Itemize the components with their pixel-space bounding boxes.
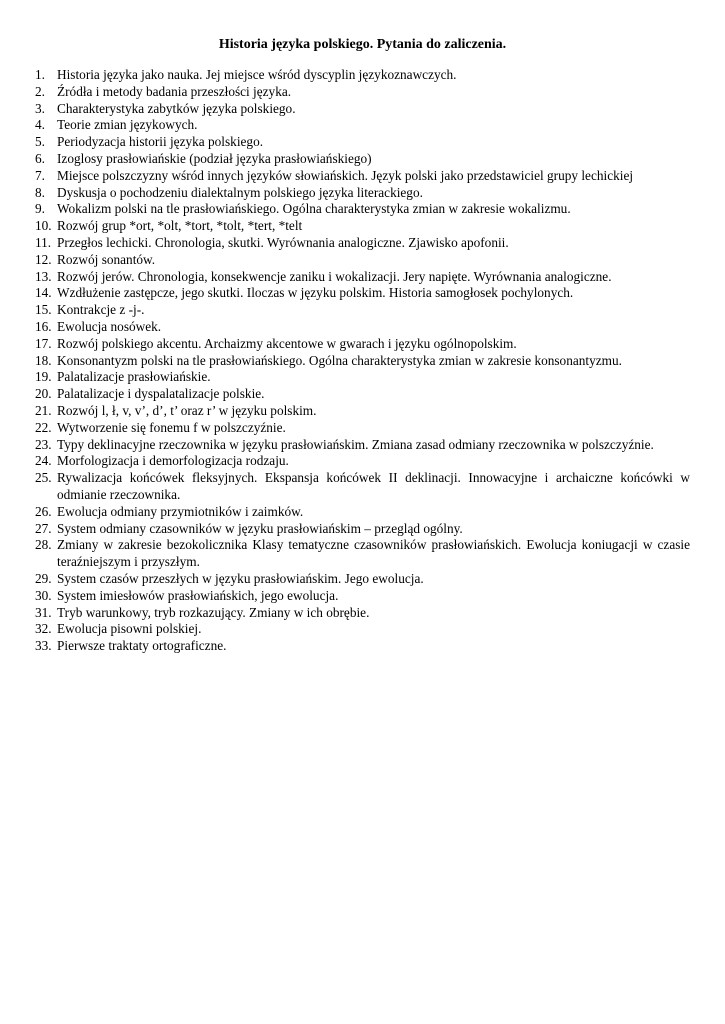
list-item-number: 7. [35,167,45,183]
list-item-text: Rozwój l, ł, v, v’, d’, t’ oraz r’ w języku polskim. [57,402,317,418]
list-item-number: 30. [35,587,52,603]
list-item-text: System imiesłowów prasłowiańskich, jego ewolucja. [57,587,339,603]
list-item-text: Typy deklinacyjne rzeczownika w języku prasłowiańskim. Zmiana zasad odmiany rzeczownika w polszczyźnie. [57,436,654,452]
list-item-text: Rozwój sonantów. [57,251,156,267]
list-item-number: 17. [35,335,52,351]
list-item [35,638,690,655]
list-item [35,521,690,538]
list-item-text: Wokalizm polski na tle prasłowiańskiego. Ogólna charakterystyka zmian w zakresie wokalizmu. [57,201,571,217]
list-item-number: 21. [35,402,52,418]
list-item [35,168,690,185]
list-item [35,537,690,571]
list-item-number: 29. [35,570,52,586]
list-item-number: 32. [35,621,52,637]
list-item-number: 1. [35,67,45,82]
list-item-text: Palatalizacje prasłowiańskie. [57,369,211,385]
list-item-text: Historia języka jako nauka. Jej miejsce wśród dyscyplin językoznawczych. [57,67,457,82]
list-item [35,621,690,638]
list-item-text: Kontrakcje z -j-. [57,302,145,318]
list-item [35,285,690,302]
list-item [35,369,690,386]
list-item [35,336,690,353]
list-item [35,201,690,218]
list-item [35,185,690,202]
list-item [35,218,690,235]
list-item-number: 2. [35,83,45,99]
question-list [35,67,690,655]
list-item-number: 6. [35,150,45,166]
list-item [35,269,690,286]
list-item-text: Morfologizacja i demorfologizacja rodzaju. [57,453,289,469]
list-item [35,605,690,622]
list-item [35,353,690,370]
list-item-number: 13. [35,268,52,284]
list-item [35,117,690,134]
list-item-text: Ewolucja nosówek. [57,318,162,334]
list-item [35,252,690,269]
list-item-number: 28. [35,537,52,553]
list-item-text: Rozwój jerów. Chronologia, konsekwencje zaniku i wokalizacji. Jery napięte. Wyrównania analogiczne. [57,268,612,284]
list-item-number: 11. [35,234,52,250]
list-item-number: 4. [35,117,45,133]
list-item [35,453,690,470]
list-item-number: 33. [35,638,52,654]
list-item-text: System odmiany czasowników w języku prasłowiańskim – przegląd ogólny. [57,520,463,536]
list-item [35,151,690,168]
list-item-number: 25. [35,470,52,486]
list-item [35,302,690,319]
list-item-number: 31. [35,604,52,620]
list-item [35,235,690,252]
list-item-number: 18. [35,352,52,368]
list-item [35,470,690,504]
list-item-number: 16. [35,318,52,334]
list-item-number: 3. [35,100,45,116]
list-item-text: Wytworzenie się fonemu f w polszczyźnie. [57,419,286,435]
list-item-text: Ewolucja pisowni polskiej. [57,621,202,637]
list-item-text: Rozwój grup *ort, *olt, *tort, *tolt, *tert, *telt [57,218,303,234]
list-item [35,420,690,437]
list-item [35,386,690,403]
list-item-text: Izoglosy prasłowiańskie (podział języka prasłowiańskiego) [57,150,372,166]
list-item-number: 8. [35,184,45,200]
list-item-number: 12. [35,251,52,267]
list-item-text: Palatalizacje i dyspalatalizacje polskie. [57,386,265,402]
list-item [35,588,690,605]
list-item-text: Tryb warunkowy, tryb rozkazujący. Zmiany w ich obrębie. [57,604,370,620]
list-item-text: Rozwój polskiego akcentu. Archaizmy akcentowe w gwarach i języku ogólnopolskim. [57,335,517,351]
list-item [35,101,690,118]
list-item-text: Rywalizacja końcówek fleksyjnych. Ekspansja końcówek II deklinacji. Innowacyjne i archaiczne końcówki w odmianie rzeczownika. [57,470,690,502]
list-item-number: 23. [35,436,52,452]
list-item-number: 14. [35,285,52,301]
list-item-text: Teorie zmian językowych. [57,117,198,133]
list-item [35,504,690,521]
list-item-text: System czasów przeszłych w języku prasłowiańskim. Jego ewolucja. [57,570,424,586]
list-item-number: 22. [35,419,52,435]
list-item [35,134,690,151]
list-item [35,67,690,84]
page-title: Historia języka polskiego. Pytania do zaliczenia. [218,37,507,52]
list-item-number: 10. [35,218,52,234]
list-item-text: Ewolucja odmiany przymiotników i zaimków. [57,503,304,519]
list-item-text: Miejsce polszczyzny wśród innych języków słowiańskich. Język polski jako przedstawiciel grupy lechickiej [57,167,634,183]
list-item-number: 15. [35,302,52,318]
list-item-text: Charakterystyka zabytków języka polskiego. [57,100,296,116]
list-item [35,319,690,336]
list-item-text: Pierwsze traktaty ortograficzne. [57,638,227,654]
list-item-text: Zmiany w zakresie bezokolicznika Klasy tematyczne czasowników prasłowiańskich. Ewolucja koniugacji w czasie teraźniejszym i przyszłym. [57,537,690,570]
list-item-number: 24. [35,453,52,469]
list-item-text: Wzdłużenie zastępcze, jego skutki. Iloczas w języku polskim. Historia samogłosek pochylonych. [57,285,574,301]
list-item [35,84,690,101]
list-item-text: Periodyzacja historii języka polskiego. [57,134,264,150]
list-item-text: Źródła i metody badania przeszłości języka. [57,83,292,99]
list-item [35,571,690,588]
list-item-number: 26. [35,503,52,519]
list-item [35,403,690,420]
list-item-number: 19. [35,369,52,385]
list-item-number: 20. [35,386,52,402]
list-item-number: 5. [35,134,45,150]
list-item-text: Dyskusja o pochodzeniu dialektalnym polskiego języka literackiego. [57,184,423,200]
list-item-text: Przegłos lechicki. Chronologia, skutki. Wyrównania analogiczne. Zjawisko apofonii. [57,234,509,250]
list-item-number: 27. [35,520,52,536]
list-item-number: 9. [35,201,45,217]
list-item-text: Konsonantyzm polski na tle prasłowiańskiego. Ogólna charakterystyka zmian w zakresie konsonantyzmu. [57,352,622,368]
list-item [35,437,690,454]
